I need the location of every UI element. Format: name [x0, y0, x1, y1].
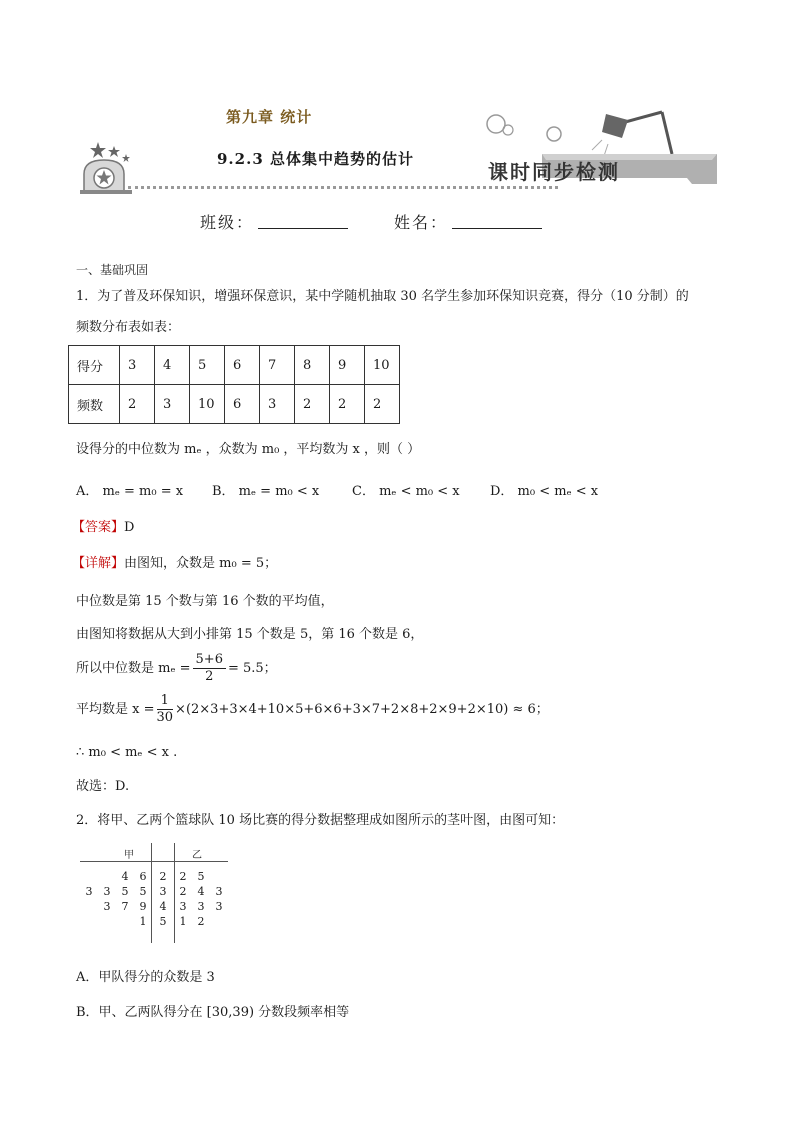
fraction-numerator: 1 — [157, 693, 174, 710]
leaf-left — [80, 899, 98, 914]
q1-detail-5 — [76, 693, 549, 726]
leaf-left: 5 — [139, 885, 147, 898]
q1-detail-6: ∴ m₀ < mₑ < x . — [76, 745, 178, 760]
q1-stem-line1: 1．为了普及环保知识，增强环保意识，某中学随机抽取 30 名学生参加环保知识竞赛，得分（10 分制）的 — [76, 289, 689, 304]
table-header-score: 得分 — [69, 346, 120, 385]
q1-answer — [72, 518, 134, 538]
leaf-left: 3 — [85, 885, 93, 898]
q1-option-d[interactable]: D． m₀ < mₑ < x — [490, 484, 599, 499]
leaf-right: 5 — [197, 870, 205, 883]
leaf-right: 2 — [197, 915, 205, 928]
frequency-table — [68, 345, 400, 424]
plot-right-title: 乙 — [192, 850, 202, 861]
q1-option-b[interactable]: B． mₑ = m₀ < x — [212, 484, 320, 499]
plot-row — [80, 914, 228, 929]
table-cell: 2 — [120, 385, 155, 424]
stem-leaf-rows — [80, 869, 228, 929]
table-cell: 4 — [155, 346, 190, 385]
leaf-left: 4 — [121, 870, 129, 883]
class-label: 班级： — [200, 213, 255, 232]
fraction-denominator: 2 — [205, 669, 214, 684]
q1-detail-4 — [76, 652, 277, 685]
table-cell: 2 — [295, 385, 330, 424]
plot-top-rule — [80, 861, 228, 862]
score-row — [69, 346, 400, 385]
stem-value: 5 — [159, 915, 167, 928]
table-cell: 2 — [365, 385, 400, 424]
leaf-right: 1 — [179, 915, 187, 928]
leaf-right: 3 — [215, 900, 223, 913]
q1-detail-1 — [72, 554, 277, 574]
name-input[interactable] — [452, 228, 542, 229]
q1-question: 设得分的中位数为 mₑ ，众数为 m₀ ，平均数为 x ，则（ ） — [76, 442, 421, 457]
detail-text: 由图知，众数是 m₀ = 5； — [124, 556, 278, 571]
leaf-left — [80, 869, 98, 884]
leaf-right — [210, 869, 228, 884]
leaf-left: 5 — [121, 885, 129, 898]
leaf-right: 3 — [197, 900, 205, 913]
leaf-left: 3 — [103, 885, 111, 898]
table-cell: 9 — [330, 346, 365, 385]
chapter-title: 第九章 统计 — [226, 108, 313, 126]
detail-tag: 【详解】 — [72, 556, 125, 571]
leaf-left: 7 — [121, 900, 129, 913]
median-suffix: = 5.5； — [227, 660, 277, 676]
leaf-left: 6 — [139, 870, 147, 883]
leaf-left — [80, 914, 98, 929]
median-fraction — [193, 652, 226, 685]
table-cell: 3 — [260, 385, 295, 424]
plot-left-title: 甲 — [124, 850, 134, 861]
q1-detail-2: 中位数是第 15 个数与第 16 个数的平均值， — [76, 594, 334, 609]
part-heading: 一、基础巩固 — [76, 263, 149, 277]
q1-option-a[interactable]: A． mₑ = m₀ = x — [76, 484, 184, 499]
mean-fraction — [157, 693, 174, 726]
leaf-left — [116, 914, 134, 929]
median-prefix: 所以中位数是 mₑ = — [76, 660, 191, 676]
q1-option-c[interactable]: C． mₑ < m₀ < x — [352, 484, 460, 499]
q1-detail-3: 由图知将数据从大到小排第 15 个数是 5，第 16 个数是 6， — [76, 627, 424, 642]
banner-label: 课时同步检测 — [488, 160, 620, 184]
leaf-left — [98, 914, 116, 929]
q1-stem-line2: 频数分布表如表： — [76, 320, 181, 335]
stem-value: 3 — [159, 885, 167, 898]
plot-row — [80, 884, 228, 899]
stem-leaf-plot — [80, 843, 230, 943]
mean-suffix: ×(2×3+3×4+10×5+6×6+3×7+2×8+2×9+2×10) ≈ 6； — [175, 701, 549, 717]
leaf-right: 2 — [179, 885, 187, 898]
section-title: 9.2.3 总体集中趋势的估计 — [217, 150, 414, 168]
leaf-right: 4 — [197, 885, 205, 898]
leaf-left: 1 — [139, 915, 147, 928]
mean-prefix: 平均数是 x = — [76, 701, 155, 717]
stem-value: 2 — [159, 870, 167, 883]
table-cell: 6 — [225, 346, 260, 385]
table-cell: 6 — [225, 385, 260, 424]
name-label: 姓名： — [394, 213, 449, 232]
table-cell: 3 — [120, 346, 155, 385]
table-cell: 10 — [365, 346, 400, 385]
answer-value: D — [124, 520, 135, 535]
table-cell: 2 — [330, 385, 365, 424]
q2-option-b[interactable]: B．甲、乙两队得分在 [30,39) 分数段频率相等 — [76, 1005, 350, 1020]
q1-conclusion: 故选：D. — [76, 779, 130, 794]
q2-option-a[interactable]: A．甲队得分的众数是 3 — [76, 970, 215, 985]
frequency-row — [69, 385, 400, 424]
leaf-right: 3 — [215, 885, 223, 898]
leaf-left — [98, 869, 116, 884]
fraction-denominator: 30 — [156, 710, 174, 725]
table-cell: 10 — [190, 385, 225, 424]
answer-tag: 【答案】 — [72, 520, 125, 535]
leaf-right — [210, 914, 228, 929]
leaf-left: 3 — [103, 900, 111, 913]
fraction-numerator: 5+6 — [193, 652, 226, 669]
table-cell: 5 — [190, 346, 225, 385]
table-cell: 3 — [155, 385, 190, 424]
table-header-frequency: 频数 — [69, 385, 120, 424]
plot-row — [80, 869, 228, 884]
leaf-left: 9 — [139, 900, 147, 913]
class-input[interactable] — [258, 228, 348, 229]
leaf-right: 3 — [179, 900, 187, 913]
q2-stem: 2．将甲、乙两个篮球队 10 场比赛的得分数据整理成如图所示的茎叶图，由图可知： — [76, 813, 565, 828]
leaf-right: 2 — [179, 870, 187, 883]
table-cell: 7 — [260, 346, 295, 385]
table-cell: 8 — [295, 346, 330, 385]
stem-value: 4 — [159, 900, 167, 913]
plot-row — [80, 899, 228, 914]
